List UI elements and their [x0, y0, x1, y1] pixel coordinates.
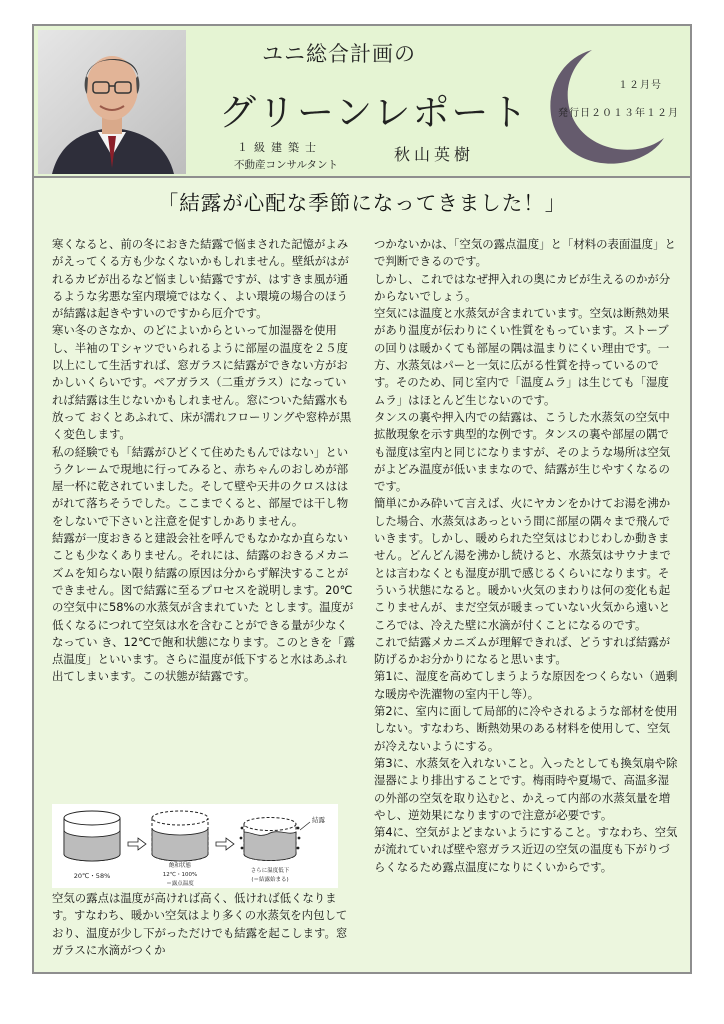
author-portrait-image	[38, 30, 186, 174]
article-column-left	[52, 236, 356, 792]
paragraph: 寒くなると、前の冬におきた結露で悩まされた記憶がよみがえってくる方も少なくないかもしれません。壁紙がはがれるカビが出るなど悩ましい結露ですが、はすきま風が通るような劣悪な室内環境ではなく、よい環境の場合のほうが結露は起きやすいのですから厄介です。	[52, 237, 349, 321]
diagram-label-condensation: 結露	[312, 816, 325, 824]
issue-month: １２月号	[618, 80, 662, 91]
newsletter-page	[32, 24, 692, 974]
series-title: ユニ総合計画の	[262, 42, 416, 66]
diagram-label-state3-line1: さらに温度低下	[250, 868, 290, 874]
arrow-icon	[128, 838, 146, 850]
paragraph: つかないかは、「空気の露点温度」と「材料の表面温度」とで判断できるのです。	[374, 237, 676, 269]
paragraph: 私の経験でも「結露がひどくて住めたもんではない」というクレームで現地に行ってみると、赤ちゃんのおしめが部屋一杯に乾されていました。そして壁や天井のクロスははがれて落ちそうでした。ここまでくると、部屋では干し物をしないで下さいと注意を促すしかありません。	[52, 444, 349, 528]
paragraph: これで結露メカニズムが理解できれば、どうすれば結露が防げるかお分かりになると思います。	[374, 634, 671, 667]
article-column-right	[374, 236, 678, 964]
paragraph: 空気の露点は温度が高ければ高く、低ければ低くなります。すなわち、暖かい空気はより多くの水蒸気を内包しており、温度が少し下がっただけでも結露を起こします。窓ガラスに水滴がつくか	[52, 891, 348, 957]
issue-date: 発行日２０１３年１２月	[558, 108, 679, 119]
article-headline: 「結露が心配な季節になってきました！」	[157, 191, 567, 215]
author-credential: １級建築士	[237, 141, 322, 154]
paragraph: 第1に、湿度を高めてしまうような原因をつくらない（過剰な暖房や洗濯物の室内干し等）。	[374, 669, 678, 701]
author-portrait	[38, 30, 186, 174]
condensation-diagram	[52, 804, 338, 888]
author-affiliation: 不動産コンサルタント	[234, 159, 339, 171]
paragraph: 結露が一度おきると建設会社を呼んでもなかなか直らないことも少なくありません。それには、結露のおきるメカニズムを知らない限り結露の原因は分からず解決することができません。図で結露に至るプロセスを説明します。20℃の空気中に58%の水蒸気が含まれていた とします。温度が低くなるにつれて空気は水を含むことができる量が少なくなってい き、12℃で飽和状態になります。このときを「露点温度」といいます。さらに温度が低下すると水はあふれ出てしまいます。この状態が結露です。	[52, 531, 355, 684]
condensation-diagram-graphic	[52, 804, 338, 888]
arrow-icon	[216, 838, 234, 850]
paragraph: しかし、これではなぜ押入れの奥にカビが生えるのかが分からないでしょう。	[374, 271, 671, 303]
paragraph: 空気には温度と水蒸気が含まれています。空気は断熱効果があり温度が伝わりにくい性質をもっています。ストーブの回りは暖かくても部屋の隅は温まりにくい理由です。一方、水蒸気はパーと一気に広がる性質を持っているのです。そのため、同じ室内で「温度ムラ」は生じても「湿度ムラ」はほとんど生じないのです。	[374, 306, 670, 407]
diagram-label-state2-line1: 飽和状態	[168, 863, 192, 869]
diagram-label-state2-line3: ＝露点温度	[166, 881, 194, 887]
paragraph: 寒い冬のさなか、のどによいからといって加湿器を使用し、半袖のＴシャツでいられるように部屋の温度を２５度以上にして生活すれば、窓ガラスに結露ができない方がおかしいくらいです。ペアガラス（二重ガラス）になっていれば結露は生じないかもしれません。窓についた結露水も放って おくとあふれて、床が濡れフローリングや窓枠が黒く変色します。	[52, 323, 352, 442]
diagram-caption-text	[52, 890, 356, 959]
author-name: 秋山英樹	[394, 145, 475, 164]
diagram-label-state1: 20℃・58%	[73, 872, 111, 880]
paragraph: 第2に、室内に面して局部的に冷やされるような部材を使用しない。すなわち、断熱効果のある材料を使用して、空気が冷えないようにする。	[374, 704, 678, 753]
newsletter-header	[34, 26, 690, 178]
paragraph: 第3に、水蒸気を入れないこと。入ったとしても換気扇や除湿器により排出することです。梅雨時や夏場で、高温多湿の外部の空気を取り込むと、かえって内部の水蒸気量を増やし、逆効果になりますので注意が必要です。	[374, 755, 678, 822]
report-title: グリーンレポート	[219, 91, 530, 134]
paragraph: 第4に、空気がよどまないようにすること。すなわち、空気が流れていれば壁や窓ガラス近辺の空気の温度も下がりづらくなるため露点温度になりにくいからです。	[374, 825, 678, 874]
paragraph: 簡単にかみ砕いて言えば、火にヤカンをかけてお湯を沸かした場合、水蒸気はあっという間に部屋の隅々まで飛んでいきます。しかし、暖められた空気はじわじわしか動きません。どんどん湯を沸かし続けると、水蒸気はサウナまでとは言わなくとも湿度が肌で感じるくらいになります。そういう状態になると。暖かい火気のまわりは何の変化も起こりませんが、まだ空気が暖まっていない火気から遠いところでは、冷えた壁に水滴が付くことになるのです。	[374, 496, 671, 632]
diagram-label-state2-line2: 12℃・100%	[162, 872, 198, 878]
diagram-label-state3-line2: (＝結露始まる)	[251, 877, 289, 883]
paragraph: タンスの裏や押入内での結露は、こうした水蒸気の空気中拡散現象を示す典型的な例です。タンスの裏や部屋の隅でも湿度は室内と同じになりますが、そのような場所は空気がよどみ温度が低いままなので、結露が生じやすくなるのです。	[374, 409, 671, 494]
